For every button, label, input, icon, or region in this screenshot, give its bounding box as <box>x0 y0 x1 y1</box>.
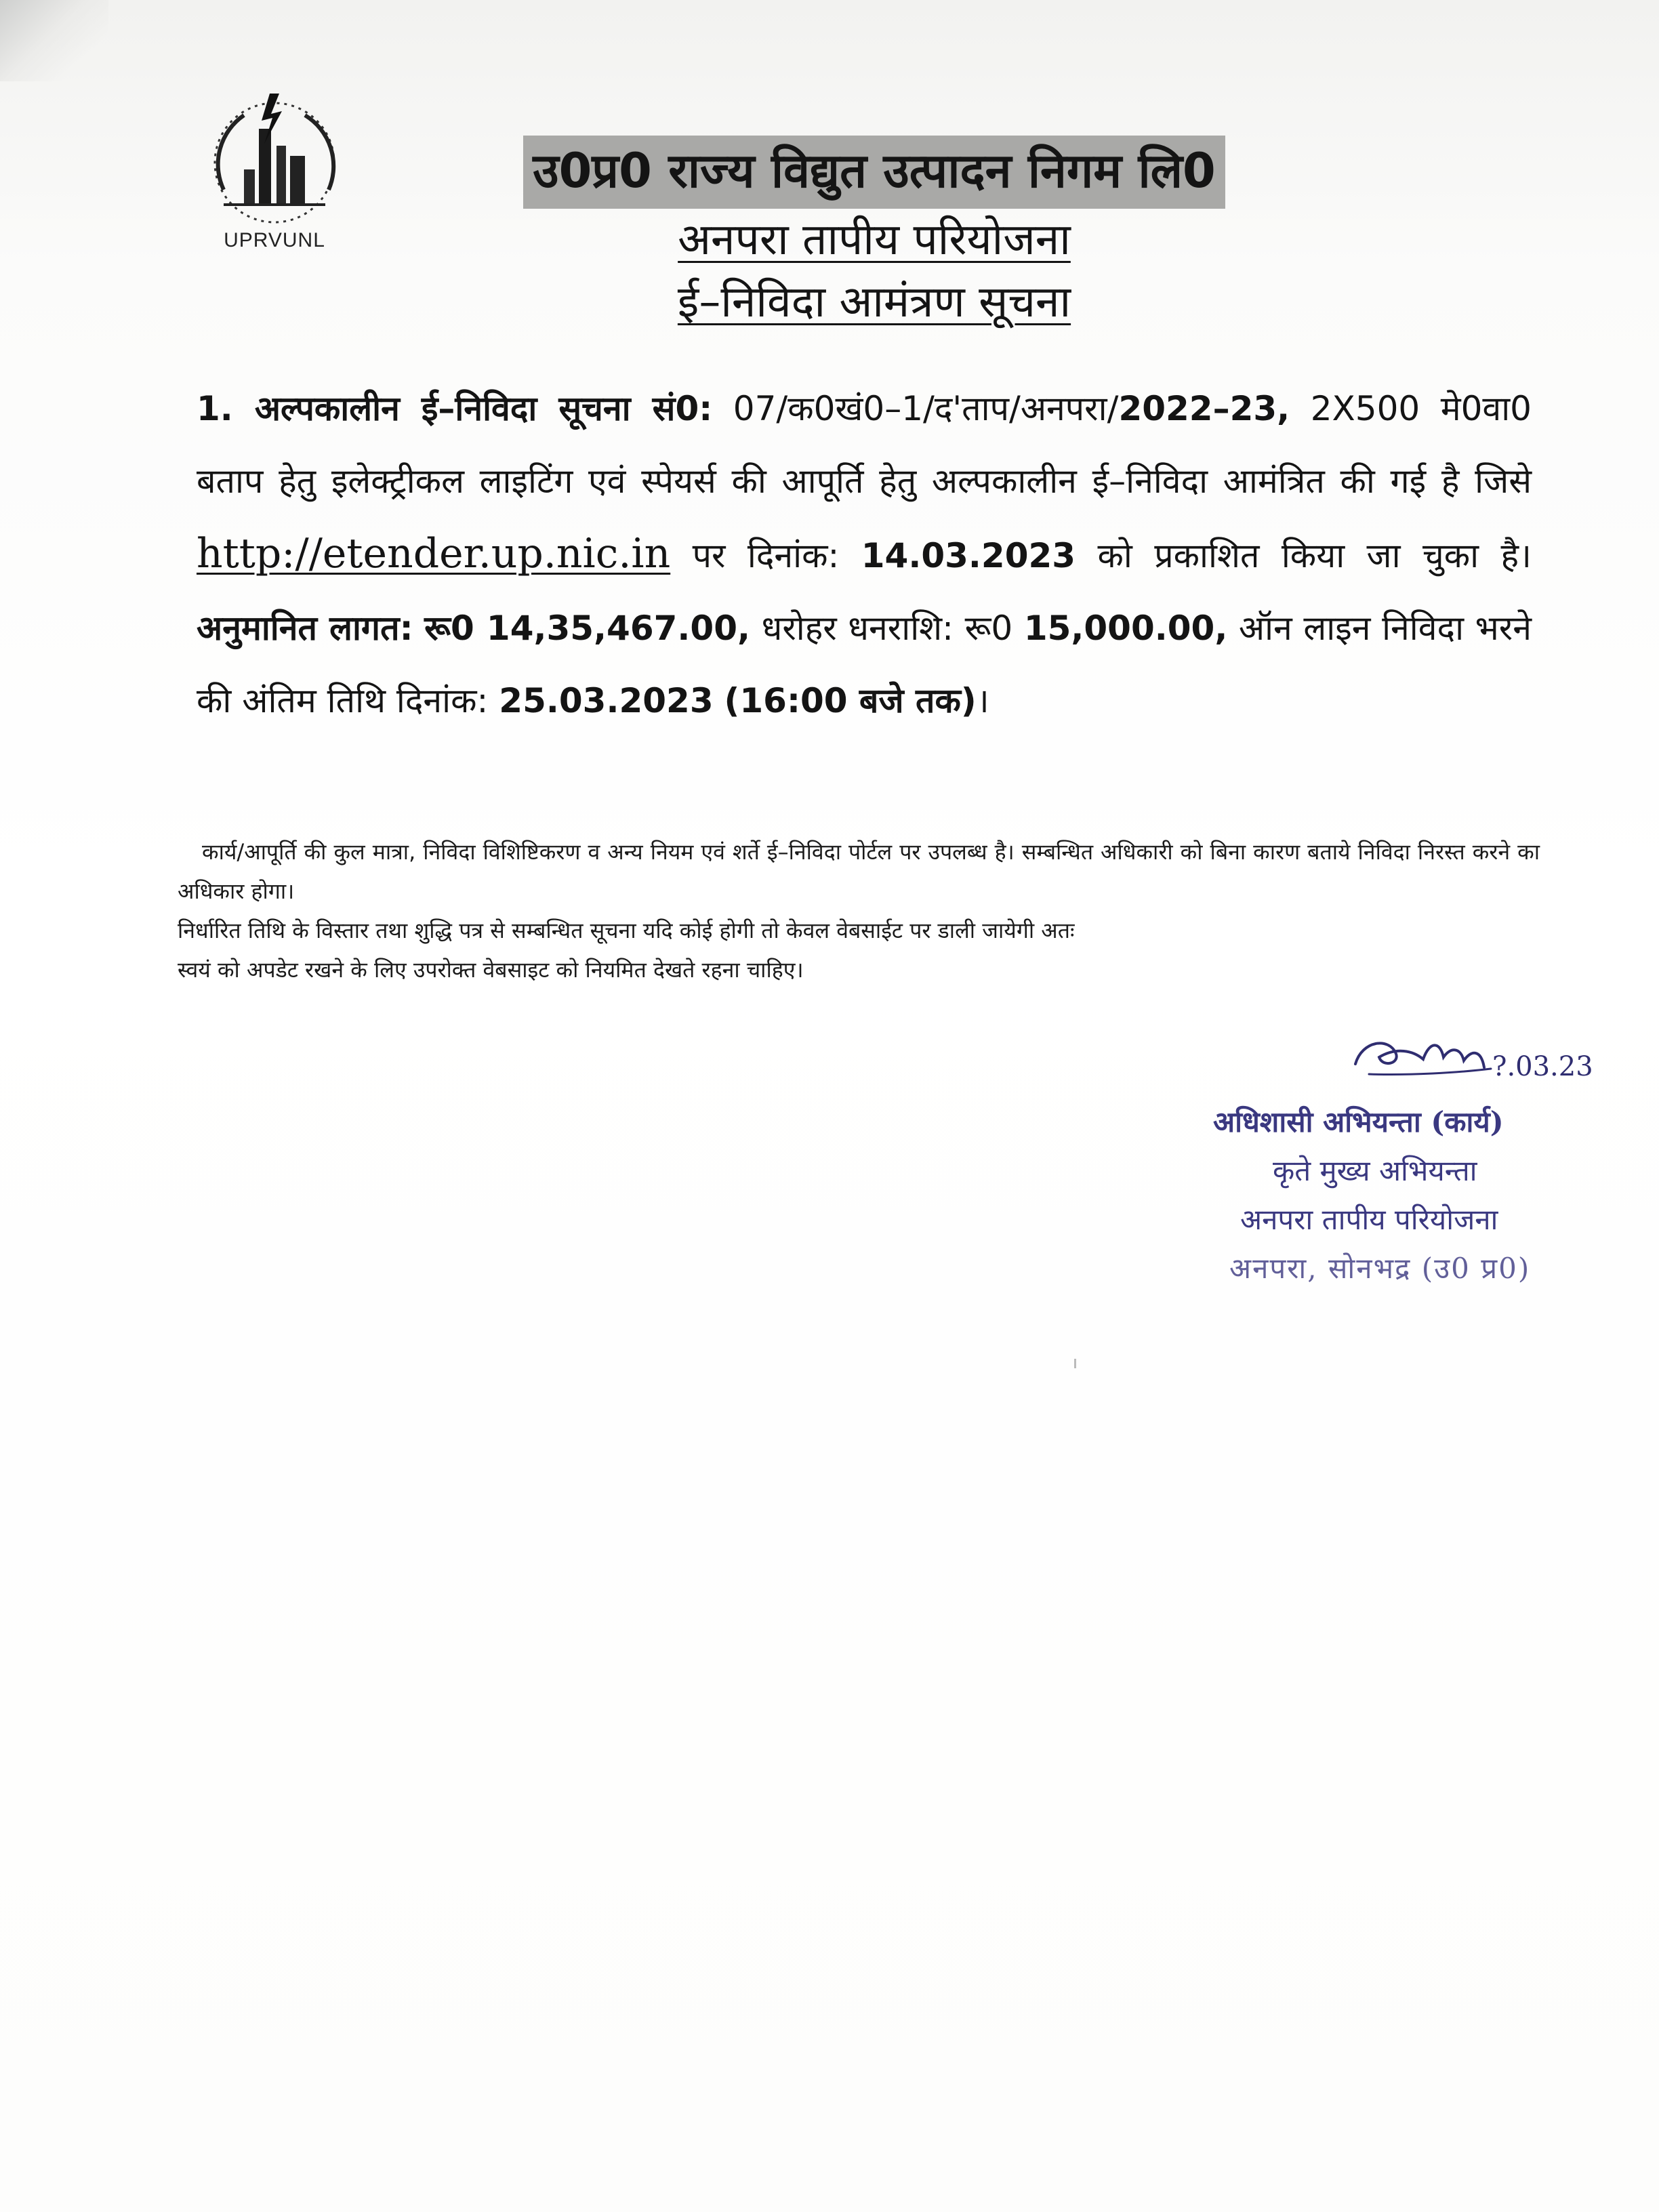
notice-number: 07/क0खं0–1/द'ताप/अनपरा/ <box>733 389 1119 428</box>
published-text: को प्रकाशित किया जा चुका है। <box>1097 536 1532 575</box>
emd-label: धरोहर धनराशि: रू0 <box>761 609 1013 648</box>
corner-shadow <box>0 0 108 81</box>
logo-text: UPRVUNL <box>224 229 325 251</box>
notice-lead: 1. अल्पकालीन ई–निविदा सूचना सं0: <box>197 389 713 428</box>
on-behalf-of: कृते मुख्य अभियन्ता <box>1273 1154 1477 1187</box>
project-name: अनपरा तापीय परियोजना <box>678 215 1071 265</box>
designation: अधिशासी अभियन्ता (कार्य) <box>1213 1105 1504 1139</box>
organization-name: उ0प्र0 राज्य विद्युत उत्पादन निगम लि0 <box>523 136 1225 209</box>
published-label: पर दिनांक: <box>692 536 840 575</box>
address-stamp: अनपरा, सोनभद्र (उ0 प्र0) <box>1229 1252 1531 1285</box>
uprvunl-logo <box>183 88 366 264</box>
letterhead <box>515 136 1233 333</box>
deadline-date: 25.03.2023 <box>499 681 714 720</box>
etender-link[interactable]: http://etender.up.nic.in <box>197 530 671 577</box>
terms-paragraph-3: स्वयं को अपडेट रखने के लिए उपरोक्त वेबसाइट को नियमित देखते रहना चाहिए। <box>178 957 804 983</box>
deadline-time: (16:00 बजे तक) <box>724 681 977 720</box>
published-date: 14.03.2023 <box>861 536 1076 575</box>
tender-notice <box>197 373 1532 737</box>
notice-title: ई–निविदा आमंत्रण सूचना <box>677 277 1071 327</box>
signature-date: ?.03.23 <box>1492 1051 1593 1082</box>
power-plant-emblem-icon <box>197 88 352 230</box>
estimated-cost-value: रू0 14,35,467.00, <box>424 609 750 648</box>
signature-stamp <box>1213 1098 1593 1293</box>
terms-section <box>178 832 1540 989</box>
terms-paragraph-1: कार्य/आपूर्ति की कुल मात्रा, निविदा विशिष्टिकरण व अन्य नियम एवं शर्ते ई–निविदा पोर्टल पर उपलब्ध है। सम्बन्धित अधिकारी को बिना कारण बताये निविदा निरस्त करने का अधिकार होगा। <box>178 839 1540 904</box>
estimated-cost-label: अनुमानित लागत: <box>197 609 413 648</box>
deadline-label: ऑन लाइन निविदा भरने की अंतिम तिथि दिनांक: <box>197 609 1532 720</box>
notice-end: । <box>976 681 989 720</box>
notice-year: 2022–23, <box>1118 389 1290 428</box>
notice-description: 2X500 मे0वा0 बताप हेतु इलेक्ट्रीकल लाइटिंग एवं स्पेयर्स की आपूर्ति हेतु अल्पकालीन ई–निविदा आमंत्रित की गई है जिसे <box>197 389 1532 501</box>
handwritten-signature <box>1349 1033 1593 1088</box>
signature-block <box>1213 1033 1593 1285</box>
scan-speck <box>1074 1359 1076 1368</box>
terms-paragraph-2: निर्धारित तिथि के विस्तार तथा शुद्धि पत्र से सम्बन्धित सूचना यदि कोई होगी तो केवल वेबसाईट पर डाली जायेगी अतः <box>178 918 1075 943</box>
emd-value: 15,000.00, <box>1023 609 1228 648</box>
project-stamp: अनपरा तापीय परियोजना <box>1240 1203 1498 1236</box>
